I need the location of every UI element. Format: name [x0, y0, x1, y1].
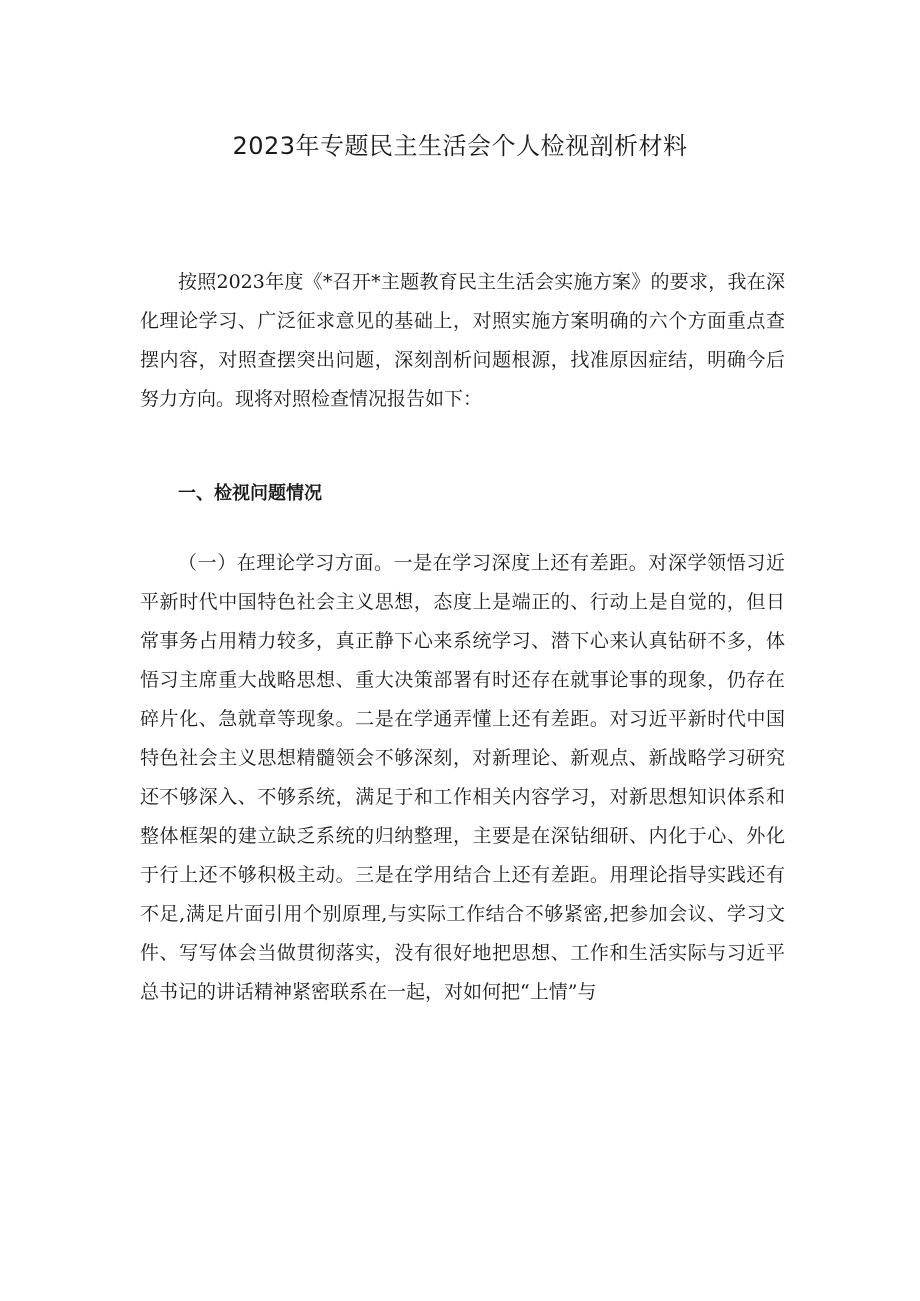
document-title: 2023年专题民主生活会个人检视剖析材料: [232, 132, 688, 160]
section-heading-1: 一、检视问题情况: [178, 483, 322, 504]
intro-paragraph: 按照2023年度《*召开*主题教育民主生活会实施方案》的要求，我在深化理论学习、广泛征求意见的基础上，对照实施方案明确的六个方面重点查摆内容，对照查摆突出问题，深刻剖析问题根源，找准原因症结，明确今后努力方向。现将对照检查情况报告如下：: [140, 271, 785, 410]
section-1-paragraph-1: （一）在理论学习方面。一是在学习深度上还有差距。对深学领悟习近平新时代中国特色社会主义思想，态度上是端正的、行动上是自觉的，但日常事务占用精力较多，真正静下心来系统学习、潜下心来认真钻研不多，体悟习主席重大战略思想、重大决策部署有时还存在就事论事的现象，仍存在碎片化、急就章等现象。二是在学通弄懂上还有差距。对习近平新时代中国特色社会主义思想精髓领会不够深刻，对新理论、新观点、新战略学习研究还不够深入、不够系统，满足于和工作相关内容学习，对新思想知识体系和整体框架的建立缺乏系统的归纳整理，主要是在深钻细研、内化于心、外化于行上还不够积极主动。三是在学用结合上还有差距。用理论指导实践还有不足,满足片面引用个别原理,与实际工作结合不够紧密,把参加会议、学习文件、写写体会当做贯彻落实，没有很好地把思想、工作和生活实际与习近平总书记的讲话精神紧密联系在一起，对如何把“上情”与: [140, 552, 785, 1003]
